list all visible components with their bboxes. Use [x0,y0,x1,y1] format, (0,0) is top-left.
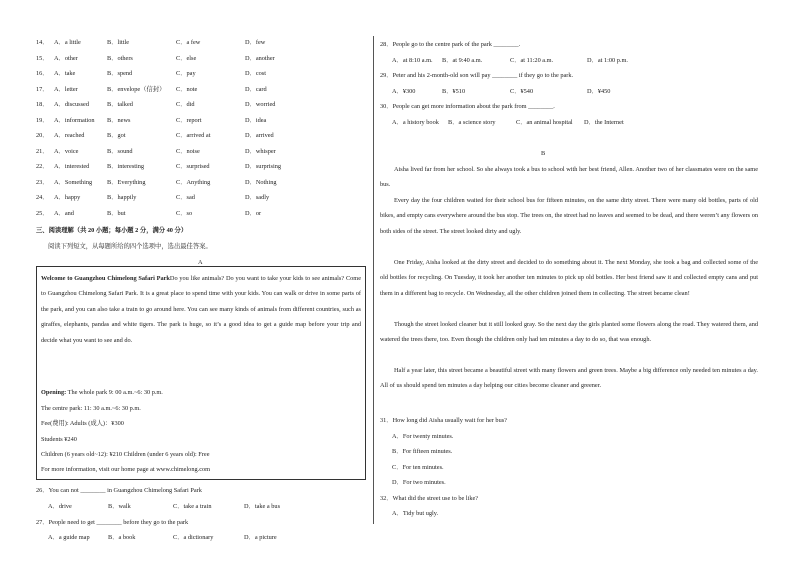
q27-option-b: B．a book [108,534,136,541]
q30-option-b: B．a science story [448,119,496,126]
cloze-row [36,40,376,49]
fee-adults: Fee(费用): Adults (成人)：¥300 [41,420,124,427]
passage-b-para-2: Every day the four children waited for their school bus for fifteen minutes, on the same dirty street. There were many old bottles, parts of old bikes, and empty cans everywhere around the bus stop. The trees on, the street had no leaves and seemed to be dead, and there weren’t any flowers on both sides of the street. The street looked dirty and ugly. [380,197,758,235]
cloze-option-a: A．discussed [54,101,89,108]
cloze-option-d: D．whisper [245,147,276,155]
q28-option-a: A．at 8:10 a.m. [392,57,433,64]
cloze-row [36,211,376,220]
park-info-box [36,266,366,480]
cloze-option-a: A．voice [54,147,79,155]
cloze-row [36,87,376,96]
opening-label: Opening: [41,389,67,396]
cloze-option-b: B．got [107,132,126,139]
fee-students: Students ¥240 [41,436,77,443]
question-number: 24． [36,194,49,201]
cloze-row [36,102,376,111]
q29-option-b: B．¥510 [442,88,466,95]
cloze-option-c: C．surprised [176,163,210,170]
park-heading: Welcome to Guangzhou Chimelong Safari Park [41,275,170,282]
cloze-option-d: D．cost [245,70,266,77]
cloze-option-c: C．noise [176,147,200,155]
cloze-option-c: C．pay [176,70,196,77]
q30-option-d: D．the Internet [584,119,624,126]
q29-option-d: D．¥450 [587,88,611,95]
q29-option-c: C．¥540 [510,88,534,95]
cloze-option-c: C．note [176,85,198,93]
passage-b-para-4: Though the street looked cleaner but it still looked gray. So the next day the girls planted some flowers along the road. They watered them, and watered the trees there, too. Even though the children only had ten minutes a day to do so, that was enough. [380,321,758,344]
cloze-option-d: D．few [245,39,266,46]
cloze-option-b: B．spend [107,70,133,77]
cloze-row [36,149,376,158]
q26-option-b: B．walk [108,503,131,510]
q27-option-a: A．a guide map [48,534,90,541]
section-3-instruction: 阅读下列短文，从每题所给的四个选项中，选出最佳答案。 [48,243,212,250]
question-number: 22． [36,163,49,170]
cloze-option-c: C．so [176,209,193,217]
passage-b-para-5: Half a year later, this street became a beautiful street with many flowers and green trees. Maybe a big difference only needed ten minutes a day. All of us should spend ten minutes a day helping our cities become cleaner and greener. [380,367,758,390]
q27-option-d: D．a picture [244,534,277,541]
opening-text: The whole park 9: 00 a.m.~6: 30 p.m. [66,389,163,396]
q31-option-b: B．For fifteen minutes. [392,448,453,455]
cloze-option-a: A．take [54,70,76,77]
passage-b-para-3: One Friday, Aisha looked at the dirty street and decided to do something about it. The next Monday, she took a bag and collected some of the old bottles for recycling. On Tuesday, it took her another ten minutes to pick up old bottles. Her best friend saw it and collected empty cans and put them in a different bag to recycle. On Wednesday, all the other children joined them in collecting. The street became clean! [380,259,758,297]
question-number: 18． [36,101,49,108]
q30-stem: 30．People can get more information about the park from ________. [380,103,555,110]
cloze-option-c: C．report [176,116,202,124]
cloze-option-d: D．idea [245,116,267,124]
cloze-option-c: C．did [176,101,195,108]
cloze-option-b: B．envelope（信封） [107,85,166,93]
cloze-row [36,56,376,65]
opening-line [41,390,163,396]
q32-stem: 32．What did the street use to be like? [380,495,479,502]
cloze-option-b: B．others [107,54,133,62]
centre-park-hours: The centre park: 11: 30 a.m.~6: 30 p.m. [41,405,141,412]
cloze-option-d: D．card [245,85,267,93]
question-number: 15． [36,54,49,62]
q30-options [392,120,732,129]
cloze-option-c: C．sad [176,194,195,201]
q26-stem: 26．You can not ________ in Guangzhou Chimelong Safari Park [36,487,202,494]
question-number: 20． [36,132,49,139]
cloze-option-b: B．talked [107,101,133,108]
q29-option-a: A．¥300 [392,88,416,95]
cloze-option-b: B．little [107,39,130,46]
cloze-option-b: B．happily [107,194,137,201]
cloze-option-d: D．sadly [245,194,270,201]
cloze-option-b: B．Everything [107,178,146,186]
cloze-option-d: D．or [245,209,262,217]
left-column [36,38,366,541]
cloze-option-a: A．interested [54,163,90,170]
question-number: 21． [36,147,49,155]
cloze-option-c: C．else [176,54,197,62]
q28-option-c: C．at 11:20 a.m. [510,57,554,64]
cloze-row [36,195,376,204]
cloze-option-b: B．sound [107,147,133,155]
q28-options [392,58,732,67]
q26-option-c: C．take a train [173,503,212,510]
q31-stem: 31．How long did Aisha usually wait for her bus? [380,417,507,424]
passage-b-para-1: Aisha lived far from her school. So she always took a bus to school with her best friend, Allen. Another two of her classmates were on the same bus. [380,166,758,189]
cloze-row [36,71,376,80]
q30-option-a: A．a history book [392,119,439,126]
cloze-row [36,133,376,142]
q31-option-d: D．For two minutes. [392,479,446,486]
cloze-option-c: C．arrived at [176,132,211,139]
cloze-option-d: D．another [245,54,275,62]
cloze-row [36,164,376,173]
cloze-option-b: B．but [107,209,126,217]
cloze-option-a: A．letter [54,85,78,93]
q28-option-d: D．at 1:00 p.m. [587,57,628,64]
cloze-option-a: A．and [54,209,74,217]
cloze-option-d: D．surprising [245,163,282,170]
park-intro [41,271,361,348]
cloze-row [36,118,376,127]
q28-option-b: B．at 9:40 a.m. [442,57,483,64]
q27-options [48,535,388,544]
q29-stem: 29．Peter and his 2-month-old son will pay ________ if they go to the park. [380,72,574,79]
question-number: 16． [36,70,49,77]
question-number: 14． [36,39,49,46]
more-info: For more information, visit our home page at www.chimelong.com [41,466,211,473]
cloze-option-d: D．worried [245,101,276,108]
q26-options [48,504,388,513]
section-3-title: 三、阅读理解（共 20 小题；每小题 2 分，满分 40 分） [36,227,188,234]
right-column [380,38,760,538]
q31-option-c: C．For ten minutes. [392,464,444,471]
q32-option-a: A．Tidy but ugly. [392,510,439,517]
q31-option-a: A．For twenty minutes. [392,433,454,440]
cloze-row [36,180,376,189]
q30-option-c: C．an animal hospital [516,119,573,126]
cloze-option-b: B．news [107,116,131,124]
cloze-option-c: C．Anything [176,178,211,186]
cloze-option-a: A．a little [54,39,81,46]
question-number: 17． [36,85,49,93]
question-number: 23． [36,178,49,186]
q27-stem: 27．People need to get ________ before they go to the park [36,519,189,526]
cloze-option-a: A．information [54,116,95,124]
cloze-option-a: A．happy [54,194,81,201]
q27-option-c: C．a dictionary [173,534,214,541]
question-number: 25． [36,209,49,217]
park-intro-text: Do you like animals? Do you want to take your kids to see animals? Come to Guangzhou Chimelong Safari Park. It is a great place to spend time with your kids. You can walk or drive in some parts of the park, and you can also take a train to go around here. You can see many kinds of animals from different countries, such as giraffes, elephants, pandas and white tigers. The park is huge, so it’s a good idea to get a guide map before your trip and decide what you want to see and do. [41,275,361,344]
cloze-option-d: D．arrived [245,132,274,139]
q29-options [392,89,732,98]
cloze-option-b: B．interesting [107,163,145,170]
passage-a-letter: A [198,259,203,266]
cloze-option-a: A．Something [54,178,93,186]
q26-option-a: A．drive [48,503,72,510]
q26-option-d: D．take a bus [244,503,281,510]
question-number: 19． [36,116,49,124]
passage-b-letter: B [541,150,546,157]
cloze-option-a: A．other [54,54,78,62]
q28-stem: 28．People go to the centre park of the park ________. [380,41,521,48]
cloze-option-d: D．Nothing [245,178,277,186]
fee-children: Children (6 years old~12): ¥210 Children (under 6 years old): Free [41,451,210,458]
cloze-option-c: C．a few [176,39,201,46]
cloze-option-a: A．reached [54,132,85,139]
